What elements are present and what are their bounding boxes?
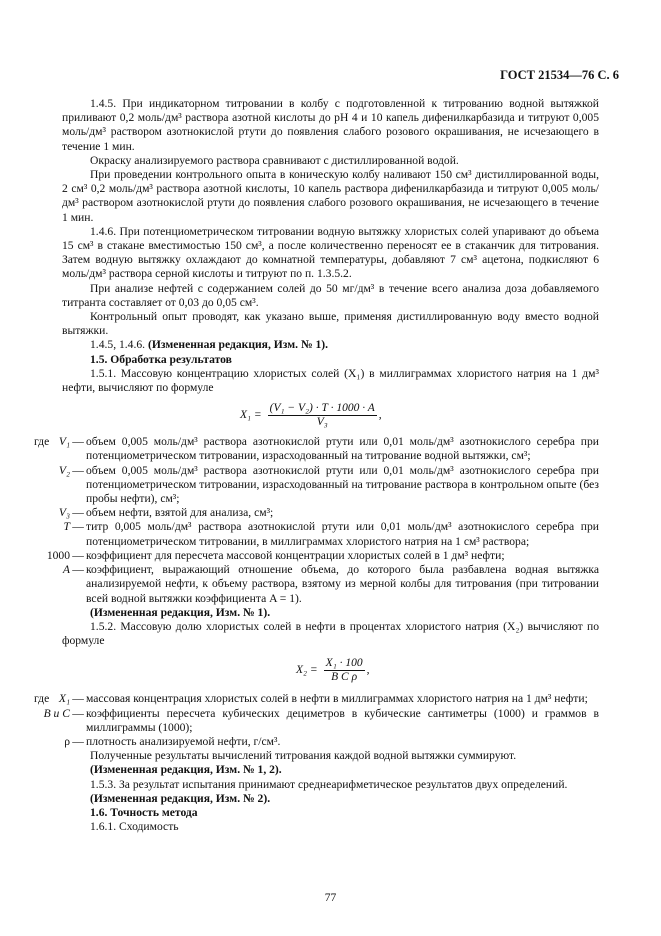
definition-text: объем нефти, взятой для анализа, см³; [86, 506, 274, 520]
definition-text: массовая концентрация хлористых солей в нефти в миллиграммах хлористого натрия на 1 дм³ нефти; [86, 692, 588, 706]
formula-x1-fraction [268, 402, 377, 429]
definition-dash: — [72, 706, 84, 720]
definition-text: плотность анализируемой нефти, г/см³. [86, 734, 281, 748]
definition-text: объем 0,005 моль/дм³ раствора азотнокислой ртути или 0,01 моль/дм³ азотнокислого серебра при потенциометрическом титровании, израсходованный на титрование водной вытяжки, см³; [86, 435, 599, 463]
definition-text: коэффициент для пересчета массовой концентрации хлористых солей в 1 дм³ нефти; [86, 548, 505, 562]
amendment-1-5-1: (Измененная редакция, Изм. № 1). [90, 605, 271, 619]
definition-text: титр 0,005 моль/дм³ раствора азотнокислой ртути или 0,01 моль/дм³ азотнокислого серебра при потенциометрическом титровании, в миллиграммах хлористого натрия на 1 см³ раствора; [86, 520, 599, 548]
definition-dash: — [72, 734, 84, 748]
definition-symbol: 1000 [46, 548, 70, 562]
paragraph-1-4-6: 1.4.6. При потенциометрическом титровании водную вытяжку хлористых солей упаривают до объема 15 см³ в стакане вместимостью 150 см³, а после количественно переносят ее в стаканчик для титрования. Затем водную вытяжку охлаждают до комнатной температуры, добавляют 7 см³ ацетона, подкисляют 6 моль/дм³ раствора серной кислоты и титруют по п. 1.3.5.2. [62, 224, 599, 281]
paragraph-sum-results: Полученные результаты вычислений титрования каждой водной вытяжки суммируют. [90, 749, 517, 763]
definition-dash: — [72, 692, 84, 706]
definition-symbol: ρ [64, 734, 70, 748]
definition-symbol: X₁ [58, 692, 70, 706]
formula-x1-denominator: V₃ [316, 415, 328, 428]
definitions-formula-1 [34, 435, 599, 605]
definition-symbol: V₁ [58, 435, 70, 449]
paragraph-1-6-1: 1.6.1. Сходимость [90, 820, 179, 834]
formula-x2-numerator: X₁ · 100 [325, 656, 363, 669]
formula-x1-numerator: (V₁ − V₂) · T · 1000 · A [269, 401, 375, 414]
definition-dash: — [72, 435, 84, 449]
formula-x1 [240, 399, 599, 431]
where-label: где [34, 435, 50, 449]
definition-symbol: A [62, 563, 70, 577]
page-header: ГОСТ 21534—76 С. 6 [500, 68, 619, 82]
formula-x1-lhs: X₁ = [240, 409, 262, 422]
definition-dash: — [72, 506, 84, 520]
definition-text: объем 0,005 моль/дм³ раствора азотнокислой ртути или 0,01 моль/дм³ азотнокислого серебра при потенциометрическом титровании, израсходованный на титрование раствора в контрольном опыте (без пробы нефти), см³; [86, 463, 599, 506]
definition-row [34, 692, 599, 706]
definitions-formula-2 [34, 692, 599, 749]
paragraph-1-5-3: 1.5.3. За результат испытания принимают среднеарифметическое результатов двух определений. [90, 777, 568, 791]
formula-x2-fraction [324, 657, 365, 684]
definition-dash: — [72, 463, 84, 477]
section-1-5-title: 1.5. Обработка результатов [90, 352, 232, 366]
amendment-1-5-3: (Измененная редакция, Изм. № 2). [90, 791, 271, 805]
paragraph-control-test: При проведении контрольного опыта в коническую колбу наливают 150 см³ дистиллированной воды, 2 см³ 0,2 моль/дм³ раствора азотной кислоты, 10 капель раствора дифенилкарбазида и титруют 0,005 моль/дм³ раствором азотнокислой ртути до появления слабого розового окрашивания, не исчезающего в течение 1 мин. [62, 168, 599, 224]
definition-row [34, 506, 599, 520]
section-1-6-title: 1.6. Точность метода [90, 805, 198, 819]
definition-row [34, 563, 599, 606]
amendment-ref: 1.4.5, 1.4.6. [90, 338, 148, 352]
paragraph-1-4-5: 1.4.5. При индикаторном титровании в колбу с подготовленной к титрованию водной вытяжкой приливают 0,2 моль/дм³ раствора азотной кислоты до pH 4 и 10 капель дифенилкарбазида и титруют 0,005 моль/дм³ раствором азотнокислой ртути до появления слабого розового окрашивания, не исчезающего в течение 1 мин. [62, 97, 599, 153]
definition-dash: — [72, 520, 84, 534]
paragraph-low-salt: При анализе нефтей с содержанием солей до 50 мг/дм³ в течение всего анализа доза добавляемого титранта составляет от 0,03 до 0,05 см³. [62, 281, 599, 309]
definition-symbol: B и C [43, 706, 70, 720]
formula-x1-tail: , [378, 409, 382, 422]
amendment-note: (Измененная редакция, Изм. № 1). [147, 338, 329, 352]
formula-x2-lhs: X₂ = [296, 664, 318, 677]
paragraph-1-5-2: 1.5.2. Массовую долю хлористых солей в нефти в процентах хлористого натрия (X₂) вычисляют по формуле [62, 619, 599, 648]
definition-symbol: T [63, 520, 70, 534]
formula-x2-tail: , [366, 664, 370, 677]
definition-row [34, 707, 599, 735]
amendment-1-4 [62, 338, 599, 352]
paragraph-color-compare: Окраску анализируемого раствора сравнивают с дистиллированной водой. [90, 153, 459, 167]
definition-row [34, 549, 599, 563]
where-label: где [34, 692, 50, 706]
paragraph-control-repeat: Контрольный опыт проводят, как указано выше, применяя дистиллированную воду вместо водной вытяжки. [62, 310, 599, 338]
formula-x2 [296, 654, 599, 686]
definition-dash: — [72, 548, 84, 562]
definition-dash: — [72, 563, 84, 577]
definition-symbol: V₃ [58, 506, 70, 520]
definition-symbol: V₂ [58, 463, 70, 477]
definition-row [34, 520, 599, 548]
page-number: 77 [324, 892, 337, 904]
definition-row [34, 435, 599, 463]
definition-row [34, 464, 599, 507]
page-body [34, 97, 599, 834]
formula-x2-denominator: B C ρ [331, 670, 358, 683]
amendment-1-5-2: (Измененная редакция, Изм. № 1, 2). [90, 763, 282, 777]
definition-text: коэффициент, выражающий отношение объема, до которого была разбавлена водная вытяжка анализируемой нефти, к объему раствора, взятому из мерной колбы для титрования (при титровании всей водной вытяжки коэффициента A = 1). [86, 563, 599, 605]
definition-row [34, 735, 599, 749]
definition-text: коэффициенты пересчета кубических дециметров в кубические сантиметры (1000) и граммов в миллиграммы (1000); [86, 706, 599, 734]
paragraph-1-5-1: 1.5.1. Массовую концентрацию хлористых солей (X₁) в миллиграммах хлористого натрия на 1 дм³ нефти, вычисляют по формуле [62, 366, 599, 395]
